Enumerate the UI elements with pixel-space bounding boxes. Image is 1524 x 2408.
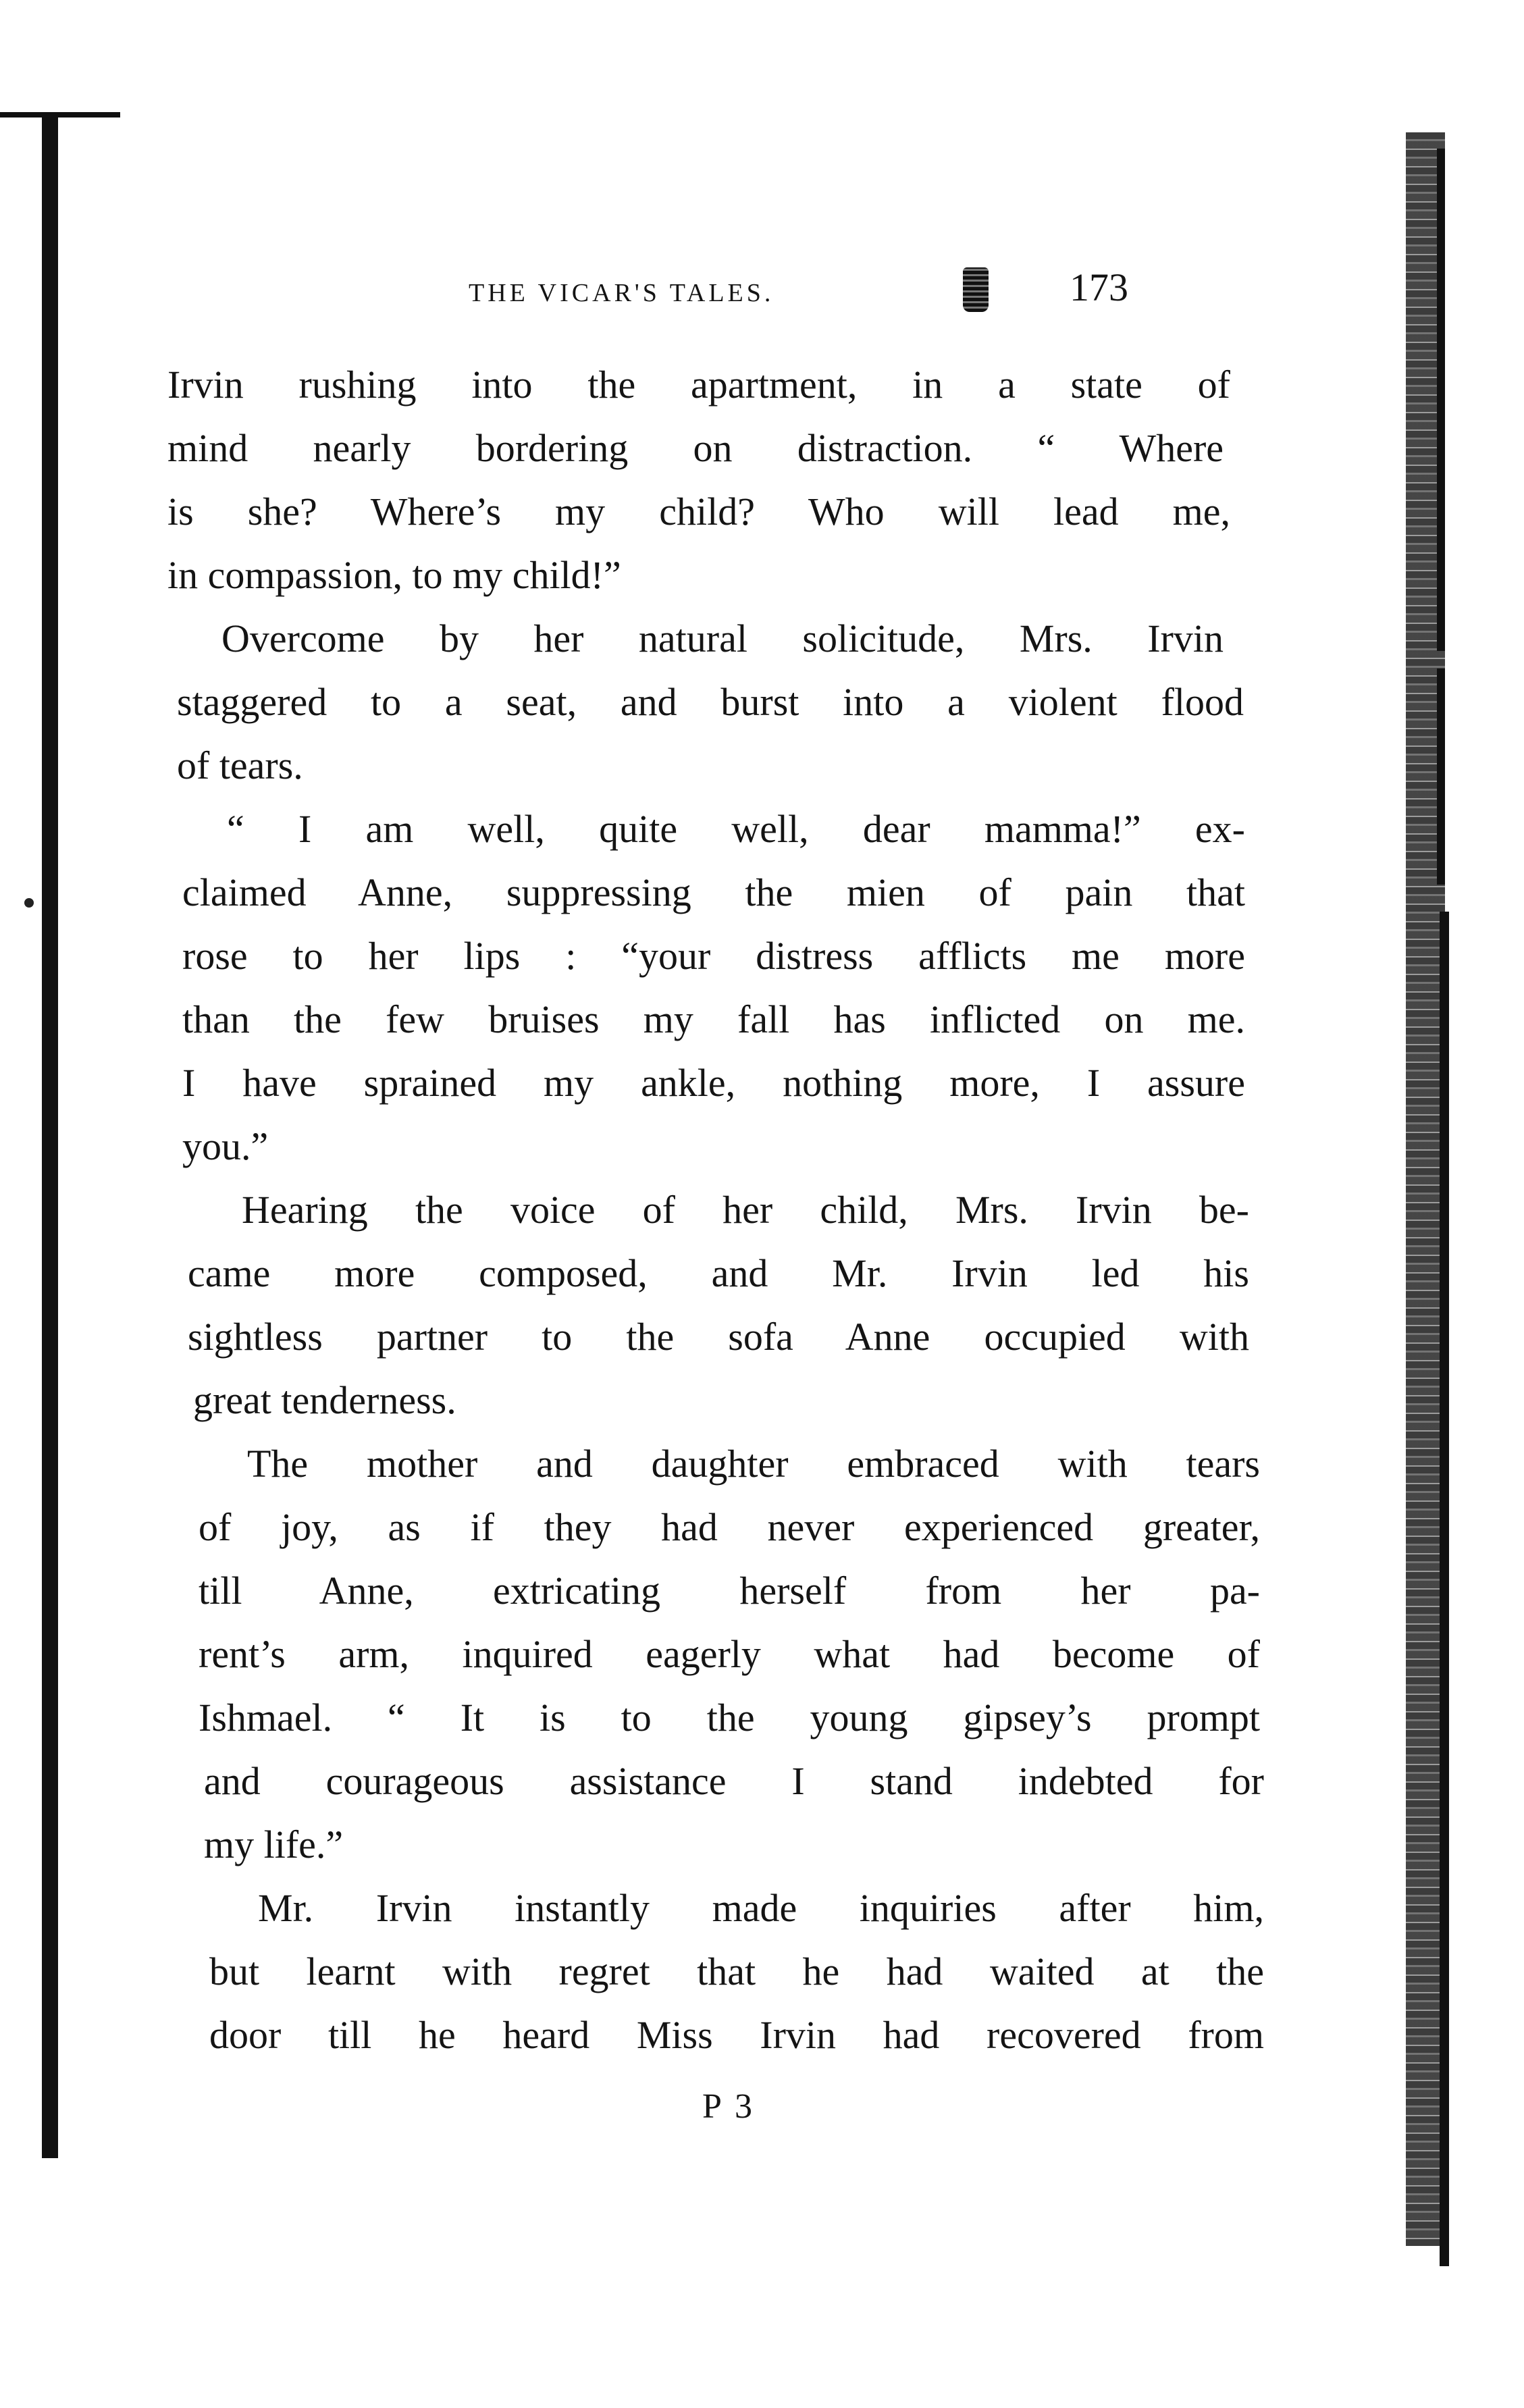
- text-line: mind nearly bordering on distraction. “ Where: [167, 426, 1224, 470]
- text-line: of joy, as if they had never experienced greater,: [199, 1505, 1260, 1549]
- text-line: sightless partner to the sofa Anne occupied with: [188, 1315, 1249, 1359]
- page-edge-line: [1437, 669, 1445, 885]
- paragraph-start: Mr. Irvin instantly made inquiries after him,: [258, 1886, 1264, 1930]
- paragraph-start: “ I am well, quite well, dear mamma!” ex-: [227, 807, 1245, 851]
- text-line: of tears.: [177, 743, 303, 787]
- paragraph-start: The mother and daughter embraced with tears: [247, 1442, 1260, 1486]
- text-line: claimed Anne, suppressing the mien of pain that: [182, 870, 1245, 914]
- text-line: door till he heard Miss Irvin had recovered from: [209, 2013, 1264, 2057]
- text-line: than the few bruises my fall has inflicted on me.: [182, 997, 1245, 1041]
- text-line: great tenderness.: [193, 1378, 456, 1422]
- text-line: and courageous assistance I stand indebted for: [204, 1759, 1264, 1803]
- page-header: [469, 265, 1259, 325]
- text-line: came more composed, and Mr. Irvin led his: [188, 1251, 1249, 1295]
- running-title: THE VICAR'S TALES.: [469, 279, 774, 307]
- text-line: is she? Where’s my child? Who will lead me,: [167, 490, 1230, 533]
- text-line: but learnt with regret that he had waited at the: [209, 1949, 1264, 1993]
- text-line: rose to her lips : “your distress afflicts me more: [182, 934, 1245, 978]
- binding-rule-top: [0, 112, 120, 117]
- text-line: till Anne, extricating herself from her pa-: [199, 1569, 1260, 1613]
- text-line: rent’s arm, inquired eagerly what had become of: [199, 1632, 1260, 1676]
- page-number: 173: [1070, 265, 1128, 309]
- margin-speck: [24, 898, 34, 908]
- paragraph-start: Hearing the voice of her child, Mrs. Irvin be-: [242, 1188, 1249, 1232]
- signature-mark: P 3: [702, 2087, 755, 2126]
- paragraph-start: Overcome by her natural solicitude, Mrs. Irvin: [221, 617, 1224, 660]
- ornament-icon: [963, 267, 989, 312]
- text-line: I have sprained my ankle, nothing more, I assure: [182, 1061, 1245, 1105]
- binding-rule: [42, 116, 58, 2158]
- text-line: you.”: [182, 1124, 269, 1168]
- body-text: [167, 358, 1264, 2087]
- text-line: my life.”: [204, 1823, 344, 1866]
- text-line: staggered to a seat, and burst into a violent flood: [177, 680, 1244, 724]
- text-line: Ishmael. “ It is to the young gipsey’s prompt: [199, 1696, 1260, 1739]
- text-line: in compassion, to my child!”: [167, 553, 621, 597]
- text-line: Irvin rushing into the apartment, in a state of: [167, 363, 1230, 407]
- page-edge-line: [1440, 912, 1449, 2266]
- page-edge-line: [1437, 149, 1445, 651]
